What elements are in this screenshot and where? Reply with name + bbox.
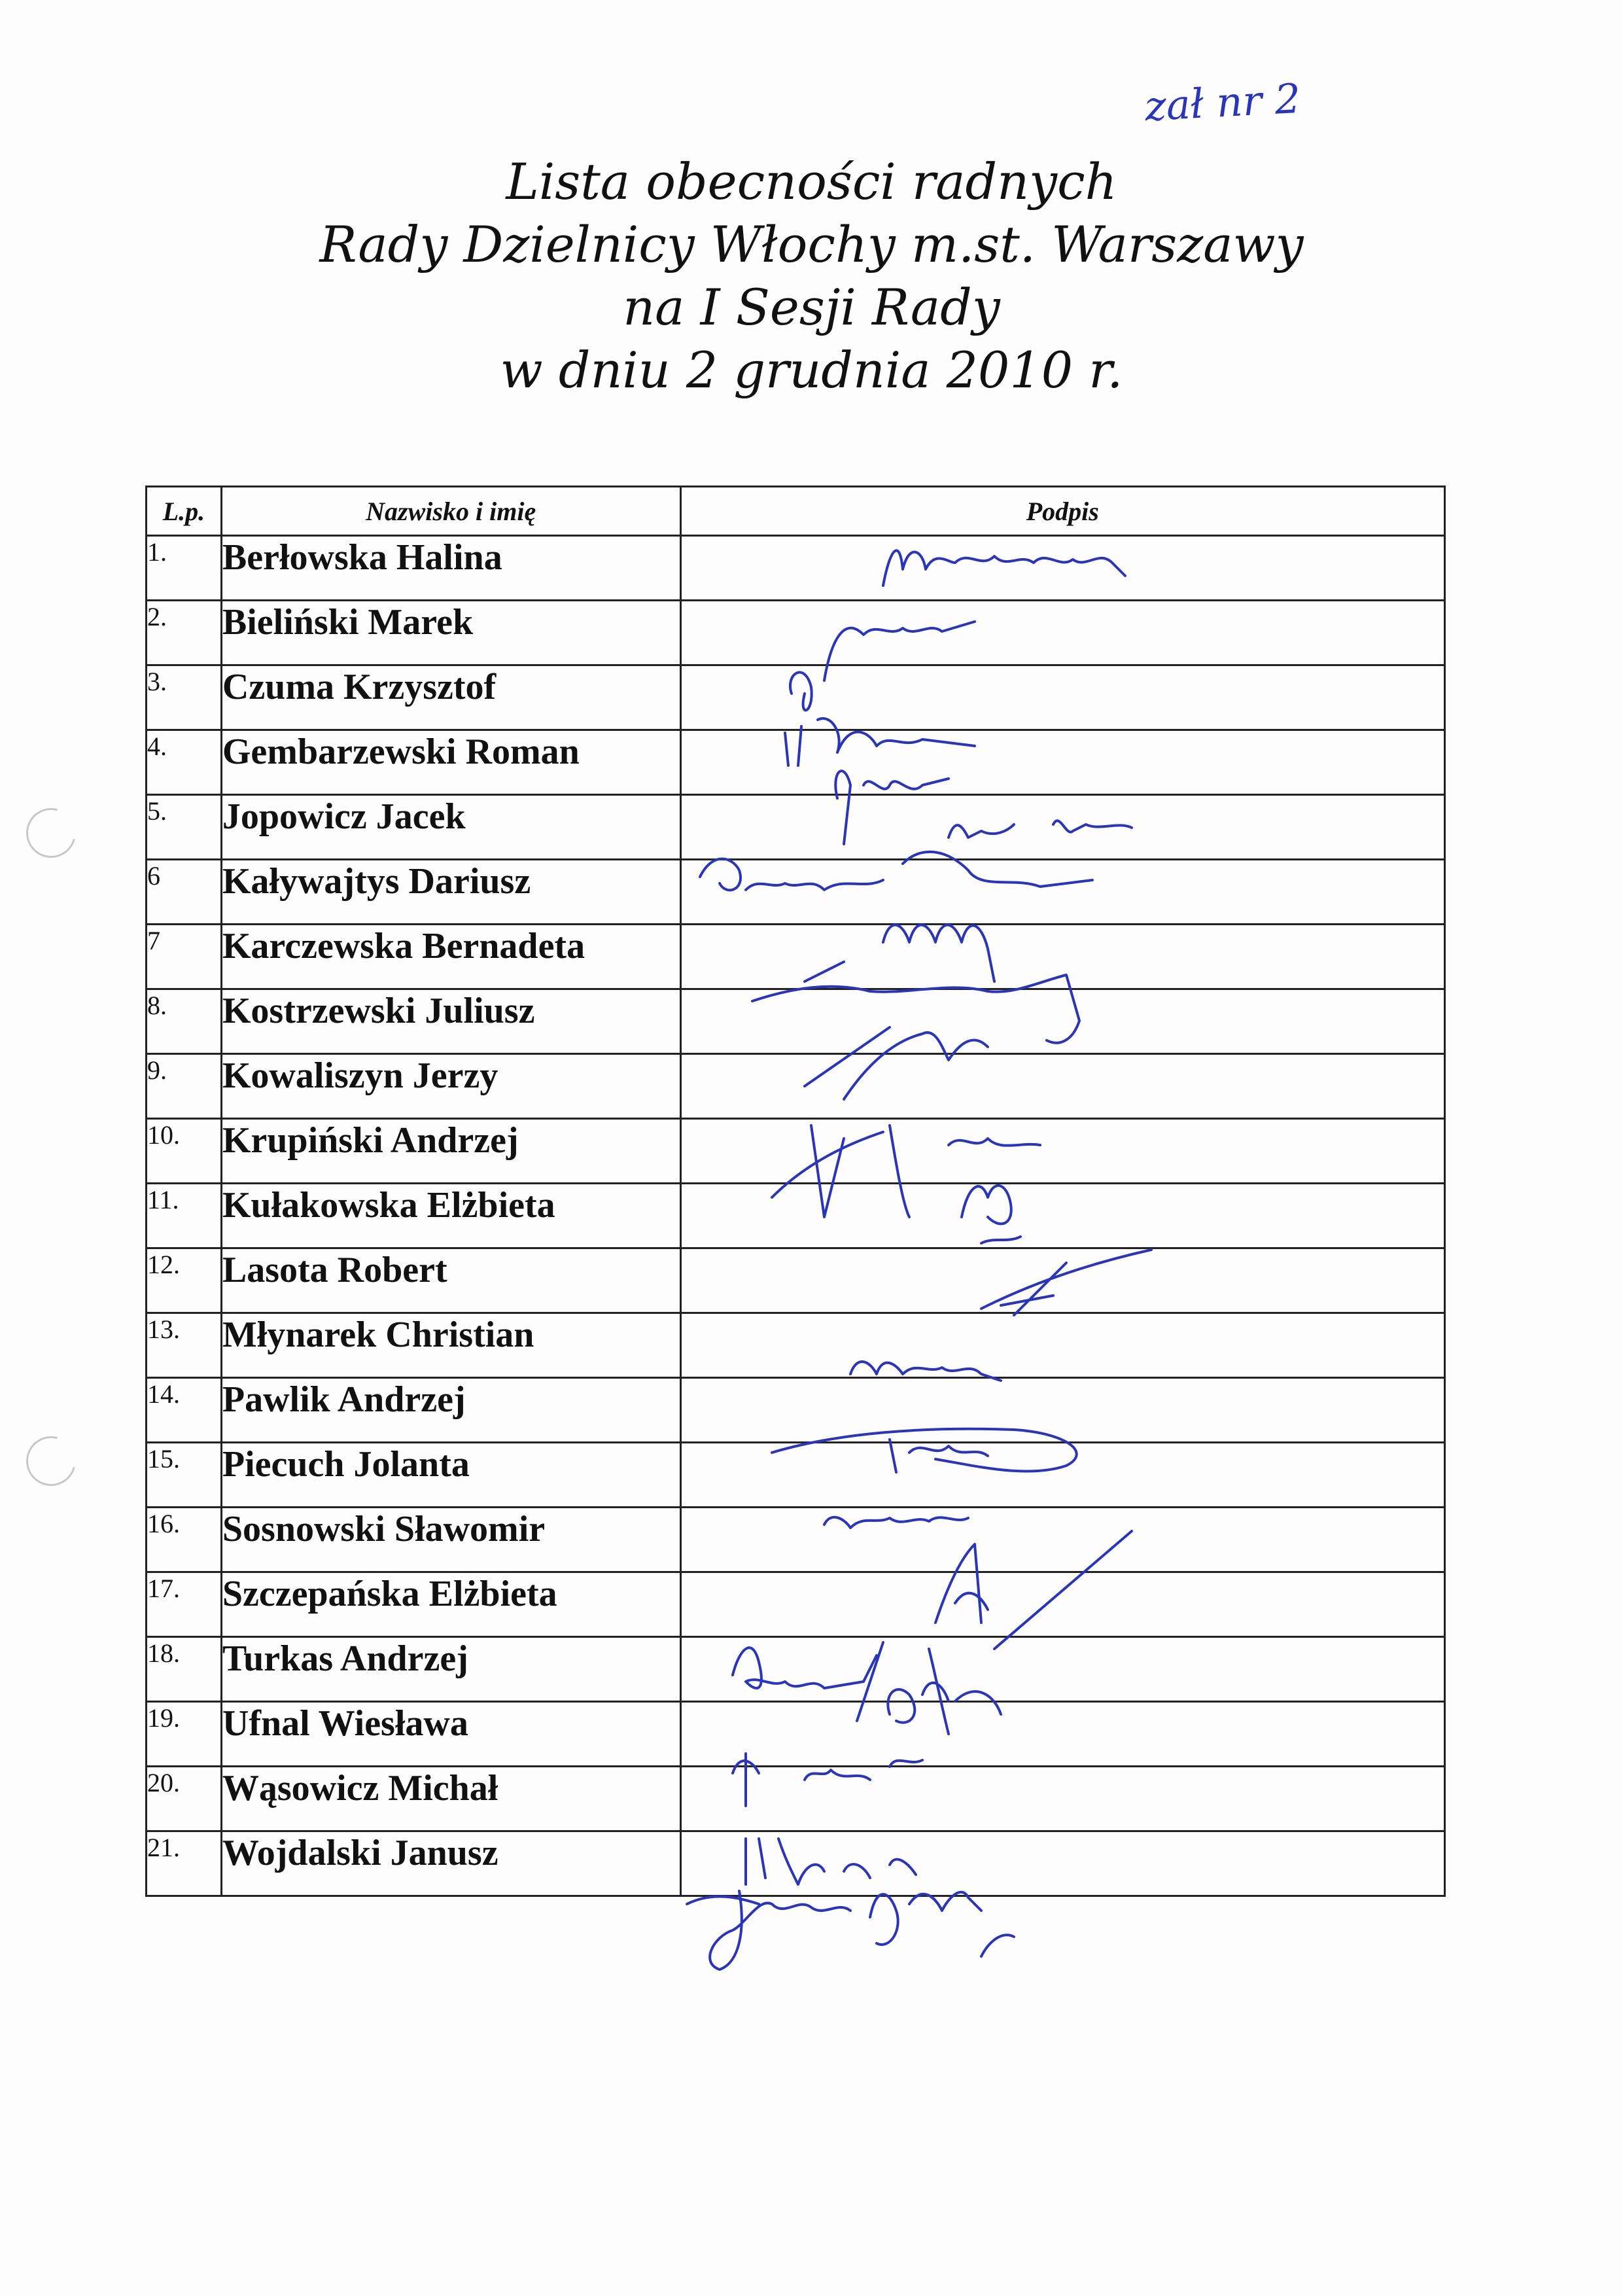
signature-cell bbox=[680, 1637, 1444, 1702]
councillor-name: Turkas Andrzej bbox=[221, 1637, 680, 1702]
signature-cell bbox=[680, 536, 1444, 601]
punch-hole-top bbox=[17, 799, 85, 867]
row-number: 4. bbox=[147, 730, 222, 795]
signature-cell bbox=[680, 989, 1444, 1054]
document-title bbox=[0, 150, 1623, 402]
row-number: 15. bbox=[147, 1443, 222, 1508]
signature-cell bbox=[680, 925, 1444, 989]
table-header-row bbox=[147, 487, 1445, 536]
header-signature: Podpis bbox=[680, 487, 1444, 536]
councillor-name: Kaływajtys Dariusz bbox=[221, 860, 680, 925]
table-row bbox=[147, 1831, 1445, 1896]
councillor-name: Kostrzewski Juliusz bbox=[221, 989, 680, 1054]
table-row bbox=[147, 795, 1445, 860]
row-number: 7 bbox=[147, 925, 222, 989]
councillor-name: Wąsowicz Michał bbox=[221, 1767, 680, 1831]
header-lp: L.p. bbox=[147, 487, 222, 536]
row-number: 9. bbox=[147, 1054, 222, 1119]
row-number: 18. bbox=[147, 1637, 222, 1702]
councillor-name: Sosnowski Sławomir bbox=[221, 1508, 680, 1572]
councillor-name: Jopowicz Jacek bbox=[221, 795, 680, 860]
signature-cell bbox=[680, 1119, 1444, 1184]
councillor-name: Bieliński Marek bbox=[221, 601, 680, 665]
row-number: 11. bbox=[147, 1184, 222, 1248]
table-row bbox=[147, 989, 1445, 1054]
table-row bbox=[147, 925, 1445, 989]
signature-cell bbox=[680, 795, 1444, 860]
councillor-name: Wojdalski Janusz bbox=[221, 1831, 680, 1896]
signature-cell bbox=[680, 730, 1444, 795]
signature-cell bbox=[680, 665, 1444, 730]
councillor-name: Szczepańska Elżbieta bbox=[221, 1572, 680, 1637]
table-row bbox=[147, 1313, 1445, 1378]
table-row bbox=[147, 1637, 1445, 1702]
councillor-name: Gembarzewski Roman bbox=[221, 730, 680, 795]
punch-hole-bottom bbox=[17, 1427, 85, 1495]
signature-cell bbox=[680, 1572, 1444, 1637]
signature-cell bbox=[680, 860, 1444, 925]
councillor-name: Kułakowska Elżbieta bbox=[221, 1184, 680, 1248]
signature-cell bbox=[680, 1767, 1444, 1831]
table-row bbox=[147, 1767, 1445, 1831]
row-number: 13. bbox=[147, 1313, 222, 1378]
councillor-name: Kowaliszyn Jerzy bbox=[221, 1054, 680, 1119]
signature-cell bbox=[680, 1248, 1444, 1313]
row-number: 20. bbox=[147, 1767, 222, 1831]
row-number: 5. bbox=[147, 795, 222, 860]
signature-cell bbox=[680, 1313, 1444, 1378]
title-line-2: Rady Dzielnicy Włochy m.st. Warszawy bbox=[319, 215, 1304, 274]
table-row bbox=[147, 1572, 1445, 1637]
councillor-name: Piecuch Jolanta bbox=[221, 1443, 680, 1508]
handwritten-annex-note: zał nr 2 bbox=[1143, 74, 1302, 131]
signature-cell bbox=[680, 1184, 1444, 1248]
row-number: 3. bbox=[147, 665, 222, 730]
signature-cell bbox=[680, 1508, 1444, 1572]
row-number: 17. bbox=[147, 1572, 222, 1637]
councillor-name: Młynarek Christian bbox=[221, 1313, 680, 1378]
table-row bbox=[147, 1054, 1445, 1119]
councillor-name: Ufnal Wiesława bbox=[221, 1702, 680, 1767]
signature-cell bbox=[680, 1702, 1444, 1767]
signature-cell bbox=[680, 601, 1444, 665]
row-number: 6 bbox=[147, 860, 222, 925]
row-number: 19. bbox=[147, 1702, 222, 1767]
table-row bbox=[147, 1378, 1445, 1443]
signature-cell bbox=[680, 1831, 1444, 1896]
row-number: 10. bbox=[147, 1119, 222, 1184]
table-row bbox=[147, 1248, 1445, 1313]
row-number: 1. bbox=[147, 536, 222, 601]
row-number: 21. bbox=[147, 1831, 222, 1896]
signature-cell bbox=[680, 1443, 1444, 1508]
signature-21 bbox=[687, 1891, 1014, 1969]
table-row bbox=[147, 536, 1445, 601]
table-row bbox=[147, 601, 1445, 665]
row-number: 12. bbox=[147, 1248, 222, 1313]
row-number: 16. bbox=[147, 1508, 222, 1572]
councillor-name: Krupiński Andrzej bbox=[221, 1119, 680, 1184]
table-row bbox=[147, 1119, 1445, 1184]
councillor-name: Berłowska Halina bbox=[221, 536, 680, 601]
title-line-4: w dniu 2 grudnia 2010 r. bbox=[500, 341, 1123, 399]
row-number: 2. bbox=[147, 601, 222, 665]
title-line-3: na I Sesji Rady bbox=[623, 278, 1000, 336]
row-number: 14. bbox=[147, 1378, 222, 1443]
signature-cell bbox=[680, 1378, 1444, 1443]
councillor-name: Pawlik Andrzej bbox=[221, 1378, 680, 1443]
table-row bbox=[147, 1508, 1445, 1572]
header-name: Nazwisko i imię bbox=[221, 487, 680, 536]
councillor-name: Karczewska Bernadeta bbox=[221, 925, 680, 989]
table-row bbox=[147, 1443, 1445, 1508]
table-row bbox=[147, 860, 1445, 925]
title-line-1: Lista obecności radnych bbox=[506, 152, 1117, 211]
table-row bbox=[147, 1702, 1445, 1767]
signature-cell bbox=[680, 1054, 1444, 1119]
table-row bbox=[147, 730, 1445, 795]
councillor-name: Czuma Krzysztof bbox=[221, 665, 680, 730]
table-row bbox=[147, 665, 1445, 730]
councillor-name: Lasota Robert bbox=[221, 1248, 680, 1313]
attendance-table bbox=[145, 486, 1446, 1897]
table-row bbox=[147, 1184, 1445, 1248]
row-number: 8. bbox=[147, 989, 222, 1054]
